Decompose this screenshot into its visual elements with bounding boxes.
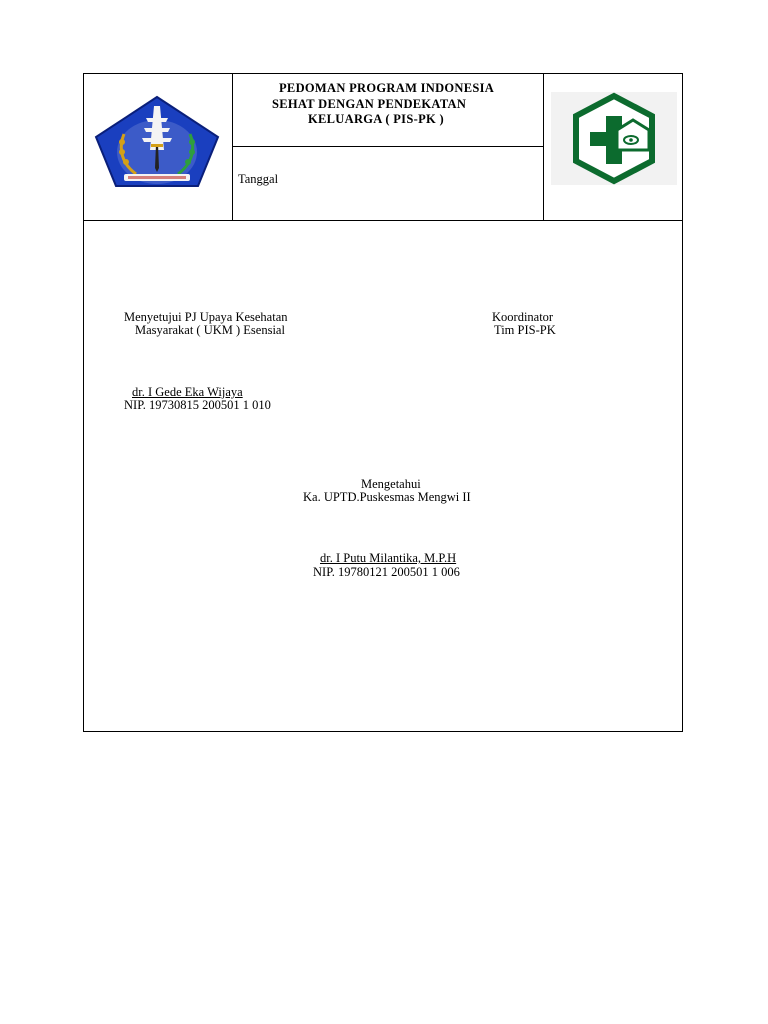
head-signatory-name: dr. I Putu Milantika, M.P.H bbox=[320, 551, 457, 565]
right-logo-cell bbox=[543, 74, 682, 220]
acknowledge-line-1: Mengetahui bbox=[361, 477, 421, 491]
title-cell bbox=[232, 74, 544, 220]
puskesmas-cross-icon bbox=[551, 92, 677, 185]
regional-emblem-icon bbox=[94, 94, 220, 190]
left-signatory-name: dr. I Gede Eka Wijaya bbox=[132, 385, 243, 399]
title-line-1: PEDOMAN PROGRAM INDONESIA bbox=[279, 81, 495, 95]
left-signatory-nip: NIP. 19730815 200501 1 010 bbox=[124, 398, 271, 412]
title-line-2: SEHAT DENGAN PENDEKATAN bbox=[272, 97, 467, 111]
document-frame bbox=[83, 73, 683, 732]
title-line-3: KELUARGA ( PIS-PK ) bbox=[308, 112, 444, 126]
approval-left-line-2: Masyarakat ( UKM ) Esensial bbox=[135, 323, 285, 337]
acknowledge-line-2: Ka. UPTD.Puskesmas Mengwi II bbox=[303, 490, 471, 504]
title-box bbox=[232, 74, 543, 147]
head-signatory-nip: NIP. 19780121 200501 1 006 bbox=[313, 565, 460, 579]
date-label: Tanggal bbox=[238, 172, 279, 186]
right-logo-box bbox=[551, 92, 677, 185]
approval-right-line-1: Koordinator bbox=[492, 310, 554, 324]
approval-right-line-2: Tim PIS-PK bbox=[494, 323, 556, 337]
approval-left-line-1: Menyetujui PJ Upaya Kesehatan bbox=[124, 310, 288, 324]
left-logo-cell bbox=[84, 74, 233, 220]
header-table bbox=[84, 74, 682, 221]
